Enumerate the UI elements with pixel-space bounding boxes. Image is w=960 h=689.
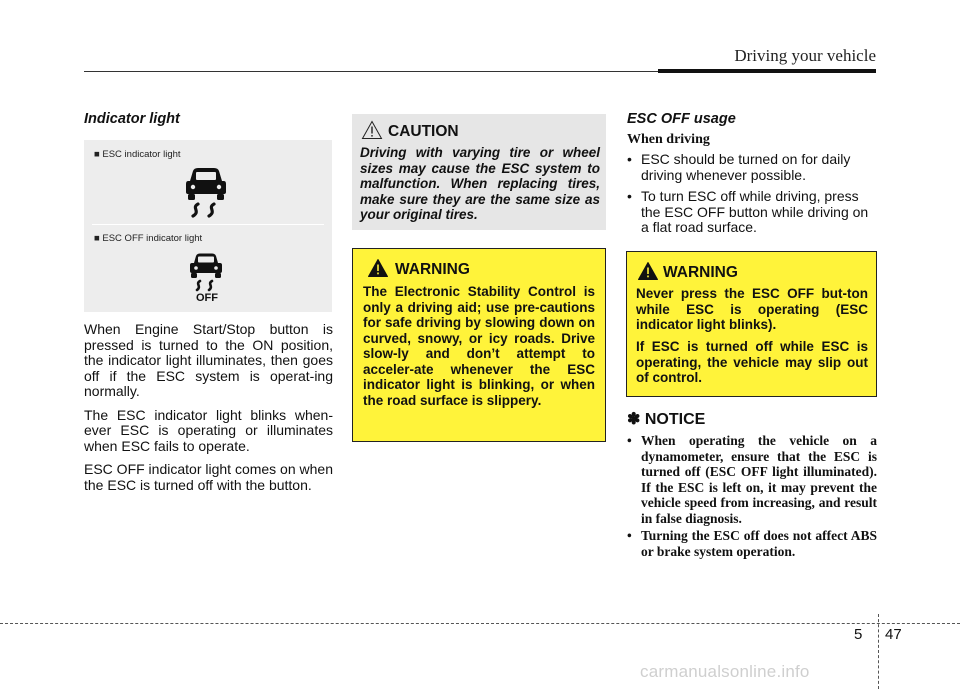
list-item: • Turning the ESC off does not affect ABS or brake system operation. — [627, 528, 877, 559]
warning-triangle-icon — [367, 258, 389, 278]
caution-triangle-icon — [361, 120, 383, 140]
warning-title: WARNING — [663, 264, 738, 281]
list-item: • When operating the vehicle on a dynamometer, ensure that the ESC is turned off (ESC OFF light illuminated). If the ESC is left on, it may prevent the vehicle speed from increasing, and result in false diagnosis. — [627, 433, 877, 526]
esc-indicator-icon — [182, 166, 230, 222]
header-rule-accent — [658, 69, 876, 73]
warning-body: If ESC is turned off while ESC is operating, the vehicle may slip out of control. — [636, 339, 868, 385]
esc-indicator-label: ■ ESC indicator light — [94, 149, 181, 160]
caution-box — [352, 114, 606, 230]
warning-box — [352, 248, 606, 442]
paragraph: When Engine Start/Stop button is pressed is turned to the ON position, the indicator light illuminates, then goes off if the ESC system is operat-ing normally. — [84, 321, 333, 399]
page-number: 47 — [885, 626, 902, 643]
left-body — [84, 322, 333, 493]
esc-off-indicator-icon — [188, 252, 224, 294]
indicator-figure — [84, 140, 332, 312]
section-number: 5 — [854, 626, 863, 643]
footer-divider — [878, 614, 879, 689]
warning-body: Never press the ESC OFF but-ton while ESC is operating (ESC indicator light blinks). — [636, 286, 868, 332]
esc-off-usage-heading: ESC OFF usage — [627, 111, 736, 127]
warning-box-esc-off — [626, 251, 877, 397]
when-driving-subheading: When driving — [627, 132, 710, 147]
off-label: OFF — [196, 292, 218, 304]
warning-title: WARNING — [395, 261, 470, 278]
warning-body: The Electronic Stability Control is only a driving aid; use pre-cautions for safe driving by slowing down on curved, snowy, or icy roads. Drive slow-ly and don’t attempt to acceler-ate whenever the ESC indicator light is blinking, or when the road surface is slippery. — [363, 284, 595, 408]
caution-title: CAUTION — [388, 123, 459, 140]
figure-divider — [92, 224, 324, 225]
watermark: carmanualsonline.info — [640, 662, 810, 681]
esc-usage-list — [627, 152, 877, 242]
header-title: Driving your vehicle — [734, 46, 876, 65]
paragraph: ESC OFF indicator light comes on when the ESC is turned off with the button. — [84, 461, 333, 493]
paragraph: The ESC indicator light blinks when-ever ESC is operating or illuminates when ESC fails to operate. — [84, 406, 333, 454]
esc-off-indicator-label: ■ ESC OFF indicator light — [94, 233, 203, 244]
notice-list — [627, 433, 877, 561]
list-item: • To turn ESC off while driving, press the ESC OFF button while driving on a flat road surface. — [627, 188, 869, 235]
caution-body: Driving with varying tire or wheel sizes may cause the ESC system to malfunction. When replacing tires, make sure they are the same size as your original tires. — [360, 145, 600, 222]
notice-title: ✽ NOTICE — [627, 411, 706, 428]
list-item: • ESC should be turned on for daily driving whenever possible. — [627, 151, 851, 183]
warning-triangle-icon — [637, 261, 659, 281]
indicator-light-heading: Indicator light — [84, 111, 180, 127]
footer-rule — [0, 623, 960, 624]
